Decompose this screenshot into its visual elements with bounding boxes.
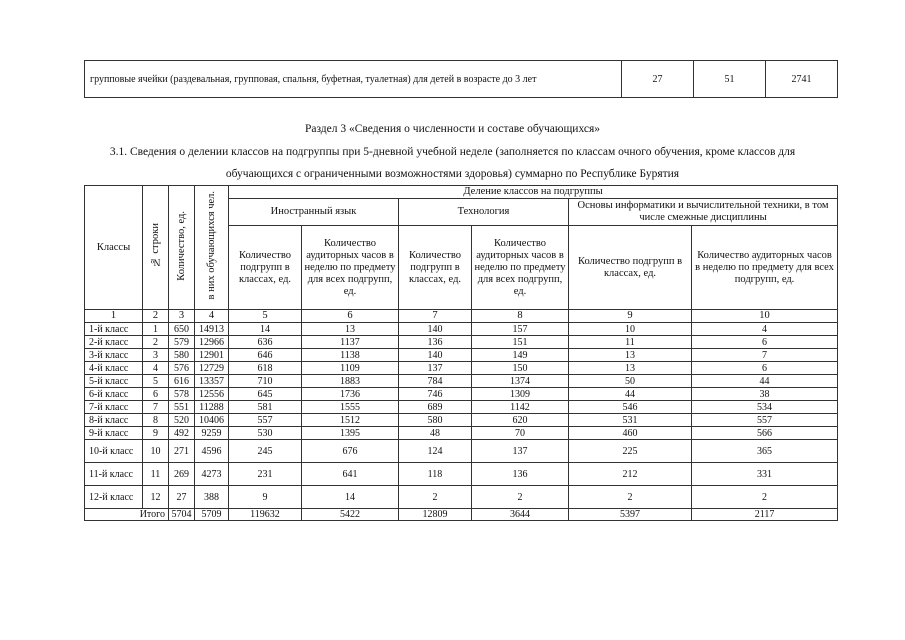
value-cell: 212 [569,463,692,486]
value-cell: 50 [569,375,692,388]
value-cell: 365 [692,440,838,463]
column-number: 6 [302,310,399,323]
header-students-label: в них обучающихся чел. [205,191,217,300]
value-cell: 1883 [302,375,399,388]
header-row-1 [85,186,838,199]
value-cell: 531 [569,414,692,427]
value-cell: 1374 [472,375,569,388]
table-row [85,401,838,414]
table-row [85,336,838,349]
value-cell: 1142 [472,401,569,414]
row-number-cell: 8 [143,414,169,427]
value-cell: 676 [302,440,399,463]
value-cell: 2 [692,486,838,509]
facility-value-2: 51 [694,61,766,98]
value-cell: 70 [472,427,569,440]
column-number: 1 [85,310,143,323]
header-class-count [169,186,195,310]
class-name-cell: 8-й класс [85,414,143,427]
total-cell: 5704 [169,509,195,521]
facility-value-1: 27 [622,61,694,98]
row-number-cell: 11 [143,463,169,486]
value-cell: 12966 [195,336,229,349]
value-cell: 27 [169,486,195,509]
value-cell: 636 [229,336,302,349]
table-row [85,323,838,336]
value-cell: 1736 [302,388,399,401]
class-name-cell: 9-й класс [85,427,143,440]
value-cell: 492 [169,427,195,440]
value-cell: 13357 [195,375,229,388]
header-tech-groups: Количество подгрупп в классах, ед. [399,226,472,310]
value-cell: 12556 [195,388,229,401]
table-body [85,323,838,509]
value-cell: 12729 [195,362,229,375]
value-cell: 460 [569,427,692,440]
class-name-cell: 4-й класс [85,362,143,375]
header-tech-hours: Количество аудиторных часов в неделю по предмету для всех подгрупп, ед. [472,226,569,310]
column-number: 5 [229,310,302,323]
column-number: 10 [692,310,838,323]
row-number-cell: 4 [143,362,169,375]
column-number: 2 [143,310,169,323]
header-foreign-language: Иностранный язык [229,199,399,226]
value-cell: 645 [229,388,302,401]
class-name-cell: 6-й класс [85,388,143,401]
total-cell: 5709 [195,509,229,521]
row-number-cell: 1 [143,323,169,336]
subsection-title-line-1: 3.1. Сведения о делении классов на подгруппы при 5-дневной учебной неделе (заполняется по классам очного обучения, кроме классов для [109,146,796,158]
value-cell: 580 [399,414,472,427]
value-cell: 331 [692,463,838,486]
header-students [195,186,229,310]
row-number-cell: 6 [143,388,169,401]
value-cell: 1137 [302,336,399,349]
value-cell: 579 [169,336,195,349]
value-cell: 618 [229,362,302,375]
class-name-cell: 11-й класс [85,463,143,486]
value-cell: 1309 [472,388,569,401]
value-cell: 231 [229,463,302,486]
value-cell: 4 [692,323,838,336]
value-cell: 13 [569,362,692,375]
header-classes: Классы [85,186,143,310]
header-informatics: Основы информатики и вычислительной техники, в том числе смежные дисциплины [569,199,838,226]
value-cell: 157 [472,323,569,336]
value-cell: 557 [229,414,302,427]
row-number-cell: 7 [143,401,169,414]
row-number-cell: 12 [143,486,169,509]
value-cell: 557 [692,414,838,427]
row-number-cell: 3 [143,349,169,362]
value-cell: 124 [399,440,472,463]
value-cell: 137 [399,362,472,375]
value-cell: 710 [229,375,302,388]
class-name-cell: 12-й класс [85,486,143,509]
value-cell: 388 [195,486,229,509]
header-foreign-hours: Количество аудиторных часов в неделю по предмету для всех подгрупп, ед. [302,226,399,310]
class-name-cell: 7-й класс [85,401,143,414]
value-cell: 4596 [195,440,229,463]
value-cell: 150 [472,362,569,375]
value-cell: 151 [472,336,569,349]
header-informatics-hours: Количество аудиторных часов в неделю по предмету для всех подгрупп, ед. [692,226,838,310]
value-cell: 689 [399,401,472,414]
value-cell: 641 [302,463,399,486]
value-cell: 10406 [195,414,229,427]
value-cell: 6 [692,336,838,349]
table-row [85,375,838,388]
column-number: 7 [399,310,472,323]
table-row [85,427,838,440]
row-number-cell: 10 [143,440,169,463]
value-cell: 136 [399,336,472,349]
row-number-cell: 5 [143,375,169,388]
value-cell: 7 [692,349,838,362]
header-foreign-groups: Количество подгрупп в классах, ед. [229,226,302,310]
table-row [85,463,838,486]
value-cell: 140 [399,323,472,336]
class-name-cell: 10-й класс [85,440,143,463]
row-number-cell: 2 [143,336,169,349]
row-number-cell: 9 [143,427,169,440]
value-cell: 13 [569,349,692,362]
value-cell: 620 [472,414,569,427]
facility-value-3: 2741 [766,61,838,98]
total-label: Итого [85,509,169,521]
total-cell: 3644 [472,509,569,521]
section-title: Раздел 3 «Сведения о численности и составе обучающихся» [304,123,601,135]
total-cell: 5422 [302,509,399,521]
value-cell: 1555 [302,401,399,414]
table-row [85,440,838,463]
value-cell: 616 [169,375,195,388]
column-number-row [85,310,838,323]
value-cell: 9 [229,486,302,509]
class-name-cell: 3-й класс [85,349,143,362]
header-division: Деление классов на подгруппы [229,186,838,199]
class-name-cell: 1-й класс [85,323,143,336]
value-cell: 9259 [195,427,229,440]
column-number: 9 [569,310,692,323]
value-cell: 530 [229,427,302,440]
value-cell: 578 [169,388,195,401]
value-cell: 650 [169,323,195,336]
value-cell: 4273 [195,463,229,486]
value-cell: 520 [169,414,195,427]
value-cell: 1109 [302,362,399,375]
column-number: 3 [169,310,195,323]
value-cell: 6 [692,362,838,375]
total-row [85,509,838,521]
value-cell: 14 [302,486,399,509]
header-row-number-label: № строки [149,223,161,268]
total-cell: 5397 [569,509,692,521]
value-cell: 48 [399,427,472,440]
value-cell: 140 [399,349,472,362]
value-cell: 44 [569,388,692,401]
value-cell: 11288 [195,401,229,414]
facility-description: групповые ячейки (раздевальная, групповая, спальня, буфетная, туалетная) для детей в возрасте до 3 лет [85,61,622,98]
table-row [85,388,838,401]
value-cell: 581 [229,401,302,414]
column-number: 8 [472,310,569,323]
value-cell: 2 [399,486,472,509]
value-cell: 14913 [195,323,229,336]
class-name-cell: 5-й класс [85,375,143,388]
value-cell: 225 [569,440,692,463]
table-row [85,486,838,509]
value-cell: 118 [399,463,472,486]
table-row [85,61,838,98]
value-cell: 546 [569,401,692,414]
value-cell: 566 [692,427,838,440]
value-cell: 137 [472,440,569,463]
header-informatics-groups: Количество подгрупп в классах, ед. [569,226,692,310]
value-cell: 2 [472,486,569,509]
header-class-count-label: Количество, ед. [175,210,187,281]
total-cell: 119632 [229,509,302,521]
table-row [85,414,838,427]
value-cell: 580 [169,349,195,362]
class-name-cell: 2-й класс [85,336,143,349]
subsection-title-line-2: обучающихся с ограниченными возможностями здоровья) суммарно по Республике Бурятия [225,168,680,180]
column-number: 4 [195,310,229,323]
value-cell: 646 [229,349,302,362]
value-cell: 38 [692,388,838,401]
value-cell: 245 [229,440,302,463]
value-cell: 1395 [302,427,399,440]
value-cell: 13 [302,323,399,336]
total-cell: 12809 [399,509,472,521]
value-cell: 11 [569,336,692,349]
value-cell: 746 [399,388,472,401]
value-cell: 14 [229,323,302,336]
value-cell: 271 [169,440,195,463]
value-cell: 784 [399,375,472,388]
value-cell: 269 [169,463,195,486]
value-cell: 44 [692,375,838,388]
value-cell: 534 [692,401,838,414]
table-row [85,349,838,362]
value-cell: 2 [569,486,692,509]
value-cell: 576 [169,362,195,375]
facilities-table [84,60,838,98]
value-cell: 1512 [302,414,399,427]
value-cell: 1138 [302,349,399,362]
value-cell: 12901 [195,349,229,362]
header-technology: Технология [399,199,569,226]
value-cell: 551 [169,401,195,414]
class-division-table [84,185,838,521]
value-cell: 149 [472,349,569,362]
total-cell: 2117 [692,509,838,521]
value-cell: 10 [569,323,692,336]
table-row [85,362,838,375]
value-cell: 136 [472,463,569,486]
header-row-number [143,186,169,310]
